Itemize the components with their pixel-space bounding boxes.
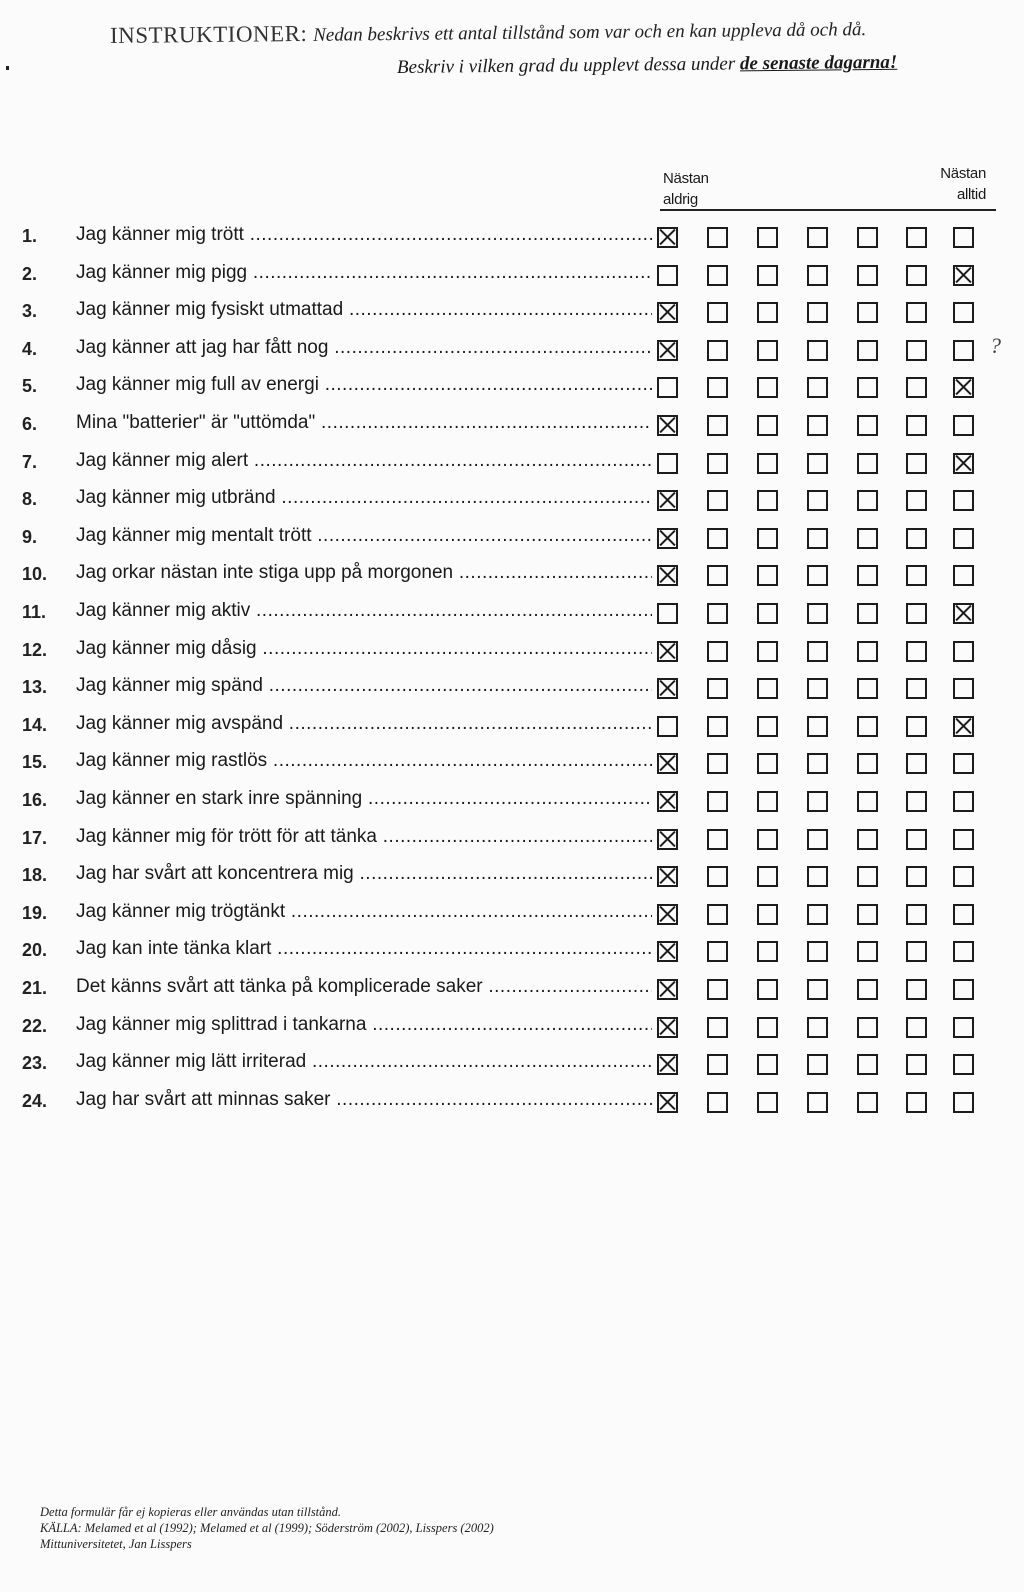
question-row bbox=[0, 784, 1024, 822]
rating-checkbox-2[interactable] bbox=[707, 415, 728, 436]
rating-checkbox-5[interactable] bbox=[857, 415, 878, 436]
rating-checkbox-7[interactable] bbox=[953, 302, 974, 323]
rating-checkbox-5[interactable] bbox=[857, 528, 878, 549]
rating-checkbox-7[interactable] bbox=[953, 1054, 974, 1075]
rating-checkbox-3[interactable] bbox=[757, 565, 778, 586]
rating-checkbox-2[interactable] bbox=[707, 302, 728, 323]
rating-checkbox-6[interactable] bbox=[906, 302, 927, 323]
rating-checkbox-5[interactable] bbox=[857, 227, 878, 248]
rating-checkbox-5[interactable] bbox=[857, 716, 878, 737]
rating-checkbox-6[interactable] bbox=[906, 528, 927, 549]
rating-checkbox-3[interactable] bbox=[757, 641, 778, 662]
rating-checkbox-5[interactable] bbox=[857, 377, 878, 398]
rating-checkbox-1[interactable] bbox=[657, 791, 678, 812]
rating-checkbox-6[interactable] bbox=[906, 678, 927, 699]
question-row bbox=[0, 370, 1024, 408]
question-text: Jag känner mig dåsig ..... bbox=[76, 638, 652, 660]
rating-checkbox-4[interactable] bbox=[807, 415, 828, 436]
question-number: 12. bbox=[22, 639, 48, 660]
rating-checkbox-6[interactable] bbox=[906, 904, 927, 925]
rating-checkbox-7[interactable] bbox=[953, 716, 974, 737]
rating-checkbox-6[interactable] bbox=[906, 1017, 927, 1038]
rating-checkbox-7[interactable] bbox=[953, 678, 974, 699]
scale-label-never-line1: Nästan bbox=[663, 170, 709, 187]
instructions-emphasis: de senaste dagarna! bbox=[739, 51, 898, 75]
rating-checkbox-4[interactable] bbox=[807, 753, 828, 774]
rating-checkbox-1[interactable] bbox=[657, 829, 678, 850]
rating-checkbox-2[interactable] bbox=[707, 377, 728, 398]
rating-checkbox-2[interactable] bbox=[707, 904, 728, 925]
rating-checkbox-5[interactable] bbox=[857, 941, 878, 962]
question-text: Jag känner mig för trött för att tänka ..... bbox=[76, 826, 652, 848]
question-text: Jag har svårt att minnas saker ..... bbox=[76, 1089, 652, 1111]
rating-checkbox-7[interactable] bbox=[953, 415, 974, 436]
rating-checkbox-1[interactable] bbox=[657, 528, 678, 549]
rating-checkbox-2[interactable] bbox=[707, 340, 728, 361]
rating-checkbox-7[interactable] bbox=[953, 603, 974, 624]
scale-rule bbox=[660, 209, 996, 211]
rating-checkbox-6[interactable] bbox=[906, 565, 927, 586]
question-number: 7. bbox=[22, 451, 38, 472]
question-row bbox=[0, 1010, 1024, 1048]
question-text: Jag känner mig trött ..... bbox=[76, 224, 652, 246]
rating-checkbox-3[interactable] bbox=[757, 1017, 778, 1038]
question-number: 21. bbox=[22, 978, 48, 998]
rating-checkbox-7[interactable] bbox=[953, 979, 974, 1000]
rating-checkbox-6[interactable] bbox=[906, 377, 927, 398]
rating-checkbox-1[interactable] bbox=[657, 753, 678, 774]
question-number: 3. bbox=[22, 301, 38, 322]
rating-checkbox-3[interactable] bbox=[757, 227, 778, 248]
rating-checkbox-4[interactable] bbox=[807, 340, 828, 361]
question-row bbox=[0, 521, 1024, 559]
rating-checkbox-4[interactable] bbox=[807, 265, 828, 286]
question-row bbox=[0, 596, 1024, 634]
rating-checkbox-6[interactable] bbox=[906, 829, 927, 850]
question-row bbox=[0, 333, 1024, 371]
question-text: Jag känner mig fysiskt utmattad ..... bbox=[76, 299, 652, 321]
rating-checkbox-3[interactable] bbox=[757, 791, 778, 812]
rating-checkbox-7[interactable] bbox=[953, 829, 974, 850]
rating-checkbox-7[interactable] bbox=[953, 791, 974, 812]
rating-checkbox-3[interactable] bbox=[757, 340, 778, 361]
rating-checkbox-6[interactable] bbox=[906, 1054, 927, 1075]
rating-checkbox-6[interactable] bbox=[906, 753, 927, 774]
question-number: 2. bbox=[22, 263, 38, 284]
rating-checkbox-1[interactable] bbox=[657, 302, 678, 323]
question-number: 13. bbox=[22, 677, 48, 698]
rating-checkbox-4[interactable] bbox=[807, 302, 828, 323]
rating-checkbox-1[interactable] bbox=[657, 866, 678, 887]
rating-checkbox-1[interactable] bbox=[657, 941, 678, 962]
rating-checkbox-2[interactable] bbox=[707, 941, 728, 962]
rating-checkbox-6[interactable] bbox=[906, 415, 927, 436]
rating-checkbox-7[interactable] bbox=[953, 641, 974, 662]
rating-checkbox-1[interactable] bbox=[657, 904, 678, 925]
rating-checkbox-6[interactable] bbox=[906, 979, 927, 1000]
handwritten-margin-note: ? bbox=[990, 333, 1001, 358]
rating-checkbox-2[interactable] bbox=[707, 453, 728, 474]
rating-checkbox-2[interactable] bbox=[707, 227, 728, 248]
question-row bbox=[0, 859, 1024, 897]
rating-checkbox-7[interactable] bbox=[953, 490, 974, 511]
rating-checkbox-2[interactable] bbox=[707, 1017, 728, 1038]
rating-checkbox-5[interactable] bbox=[857, 641, 878, 662]
rating-checkbox-7[interactable] bbox=[953, 753, 974, 774]
rating-checkbox-2[interactable] bbox=[707, 1092, 728, 1113]
question-row bbox=[0, 483, 1024, 521]
rating-checkbox-3[interactable] bbox=[757, 829, 778, 850]
rating-checkbox-2[interactable] bbox=[707, 490, 728, 511]
rating-checkbox-5[interactable] bbox=[857, 979, 878, 1000]
question-row bbox=[0, 408, 1024, 446]
rating-checkbox-4[interactable] bbox=[807, 941, 828, 962]
question-row bbox=[0, 671, 1024, 709]
scan-mark bbox=[6, 66, 9, 70]
footer bbox=[40, 1504, 494, 1552]
question-text: Det känns svårt att tänka på komplicerade saker ..... bbox=[76, 976, 652, 998]
question-text: Jag känner mig lätt irriterad ..... bbox=[76, 1051, 652, 1073]
question-row bbox=[0, 258, 1024, 296]
rating-checkbox-5[interactable] bbox=[857, 1092, 878, 1113]
footer-author: Mittuniversitetet, Jan Lisspers bbox=[40, 1537, 192, 1551]
rating-checkbox-5[interactable] bbox=[857, 265, 878, 286]
rating-checkbox-6[interactable] bbox=[906, 227, 927, 248]
rating-checkbox-4[interactable] bbox=[807, 979, 828, 1000]
question-text: Jag känner mig full av energi ..... bbox=[76, 374, 652, 396]
footer-source: KÄLLA: Melamed et al (1992); Melamed et al (1999); Söderström (2002), Lisspers (2002) bbox=[40, 1521, 494, 1535]
rating-checkbox-7[interactable] bbox=[953, 1017, 974, 1038]
rating-checkbox-6[interactable] bbox=[906, 603, 927, 624]
rating-checkbox-5[interactable] bbox=[857, 603, 878, 624]
scale-label-never-line2: aldrig bbox=[663, 191, 698, 208]
question-text: Jag känner mig avspänd ..... bbox=[76, 713, 652, 735]
rating-checkbox-7[interactable] bbox=[953, 1092, 974, 1113]
rating-checkbox-1[interactable] bbox=[657, 490, 678, 511]
rating-checkbox-3[interactable] bbox=[757, 265, 778, 286]
question-row bbox=[0, 972, 1024, 1010]
question-text: Jag känner en stark inre spänning ..... bbox=[76, 788, 652, 810]
rating-checkbox-7[interactable] bbox=[953, 565, 974, 586]
rating-checkbox-3[interactable] bbox=[757, 979, 778, 1000]
rating-checkbox-1[interactable] bbox=[657, 716, 678, 737]
rating-checkbox-4[interactable] bbox=[807, 1017, 828, 1038]
question-text: Jag känner mig aktiv ..... bbox=[76, 600, 652, 622]
rating-checkbox-5[interactable] bbox=[857, 791, 878, 812]
rating-checkbox-6[interactable] bbox=[906, 490, 927, 511]
rating-checkbox-6[interactable] bbox=[906, 453, 927, 474]
rating-checkbox-5[interactable] bbox=[857, 490, 878, 511]
question-text: Jag känner att jag har fått nog ..... bbox=[76, 337, 652, 359]
rating-checkbox-1[interactable] bbox=[657, 603, 678, 624]
rating-checkbox-5[interactable] bbox=[857, 678, 878, 699]
question-number: 15. bbox=[22, 752, 48, 773]
rating-checkbox-3[interactable] bbox=[757, 490, 778, 511]
question-number: 9. bbox=[22, 526, 38, 547]
rating-checkbox-1[interactable] bbox=[657, 1017, 678, 1038]
rating-checkbox-3[interactable] bbox=[757, 941, 778, 962]
rating-checkbox-2[interactable] bbox=[707, 829, 728, 850]
question-row bbox=[0, 295, 1024, 333]
question-text: Jag känner mig pigg ..... bbox=[76, 262, 652, 284]
question-number: 22. bbox=[22, 1015, 48, 1036]
question-number: 5. bbox=[22, 376, 38, 397]
rating-checkbox-4[interactable] bbox=[807, 829, 828, 850]
rating-checkbox-1[interactable] bbox=[657, 340, 678, 361]
rating-checkbox-2[interactable] bbox=[707, 565, 728, 586]
rating-checkbox-1[interactable] bbox=[657, 979, 678, 1000]
rating-checkbox-1[interactable] bbox=[657, 641, 678, 662]
rating-checkbox-7[interactable] bbox=[953, 866, 974, 887]
rating-checkbox-4[interactable] bbox=[807, 528, 828, 549]
question-text: Jag känner mig rastlös ..... bbox=[76, 750, 652, 772]
rating-checkbox-7[interactable] bbox=[953, 904, 974, 925]
question-row bbox=[0, 746, 1024, 784]
question-number: 11. bbox=[22, 602, 47, 622]
rating-checkbox-2[interactable] bbox=[707, 641, 728, 662]
question-text: Jag känner mig spänd ..... bbox=[76, 675, 652, 697]
rating-checkbox-4[interactable] bbox=[807, 377, 828, 398]
rating-checkbox-5[interactable] bbox=[857, 1054, 878, 1075]
scale-label-always bbox=[940, 163, 986, 205]
question-row bbox=[0, 634, 1024, 672]
rating-checkbox-1[interactable] bbox=[657, 227, 678, 248]
rating-checkbox-6[interactable] bbox=[906, 716, 927, 737]
rating-checkbox-3[interactable] bbox=[757, 603, 778, 624]
rating-checkbox-7[interactable] bbox=[953, 941, 974, 962]
rating-checkbox-3[interactable] bbox=[757, 866, 778, 887]
question-text: Jag orkar nästan inte stiga upp på morgonen ..... bbox=[76, 562, 652, 584]
rating-checkbox-4[interactable] bbox=[807, 791, 828, 812]
question-row bbox=[0, 934, 1024, 972]
question-text: Jag känner mig utbränd ..... bbox=[76, 487, 652, 509]
question-number: 10. bbox=[22, 564, 48, 585]
question-number: 24. bbox=[22, 1090, 48, 1111]
rating-checkbox-3[interactable] bbox=[757, 904, 778, 925]
rating-checkbox-7[interactable] bbox=[953, 227, 974, 248]
rating-checkbox-6[interactable] bbox=[906, 265, 927, 286]
rating-checkbox-5[interactable] bbox=[857, 453, 878, 474]
rating-checkbox-5[interactable] bbox=[857, 1017, 878, 1038]
rating-checkbox-3[interactable] bbox=[757, 528, 778, 549]
question-number: 1. bbox=[22, 226, 38, 246]
rating-checkbox-2[interactable] bbox=[707, 791, 728, 812]
rating-checkbox-5[interactable] bbox=[857, 340, 878, 361]
question-text: Jag känner mig trögtänkt ..... bbox=[76, 901, 652, 923]
rating-checkbox-4[interactable] bbox=[807, 904, 828, 925]
rating-checkbox-2[interactable] bbox=[707, 716, 728, 737]
rating-checkbox-7[interactable] bbox=[953, 377, 974, 398]
rating-checkbox-4[interactable] bbox=[807, 1092, 828, 1113]
question-row bbox=[0, 446, 1024, 484]
question-row bbox=[0, 822, 1024, 860]
rating-checkbox-5[interactable] bbox=[857, 904, 878, 925]
instructions-lead: Beskriv i vilken grad du upplevt dessa under bbox=[396, 53, 736, 78]
rating-checkbox-4[interactable] bbox=[807, 1054, 828, 1075]
scale-label-never bbox=[663, 168, 709, 210]
rating-checkbox-7[interactable] bbox=[953, 340, 974, 361]
rating-checkbox-2[interactable] bbox=[707, 603, 728, 624]
rating-checkbox-7[interactable] bbox=[953, 453, 974, 474]
rating-checkbox-3[interactable] bbox=[757, 1054, 778, 1075]
instructions-label: INSTRUKTIONER: bbox=[109, 20, 308, 48]
rating-checkbox-3[interactable] bbox=[757, 753, 778, 774]
rating-checkbox-7[interactable] bbox=[953, 528, 974, 549]
question-number: 4. bbox=[22, 338, 38, 359]
rating-checkbox-5[interactable] bbox=[857, 866, 878, 887]
rating-checkbox-2[interactable] bbox=[707, 678, 728, 699]
rating-checkbox-1[interactable] bbox=[657, 678, 678, 699]
question-row bbox=[0, 897, 1024, 935]
question-number: 19. bbox=[22, 902, 48, 923]
rating-checkbox-3[interactable] bbox=[757, 377, 778, 398]
rating-checkbox-3[interactable] bbox=[757, 415, 778, 436]
rating-checkbox-6[interactable] bbox=[906, 1092, 927, 1113]
rating-checkbox-2[interactable] bbox=[707, 528, 728, 549]
footer-copyright: Detta formulär får ej kopieras eller användas utan tillstånd. bbox=[40, 1505, 342, 1519]
rating-checkbox-7[interactable] bbox=[953, 265, 974, 286]
instructions-line-1 bbox=[110, 16, 866, 47]
question-text: Jag kan inte tänka klart ..... bbox=[76, 938, 652, 960]
rating-checkbox-6[interactable] bbox=[906, 791, 927, 812]
rating-checkbox-3[interactable] bbox=[757, 678, 778, 699]
question-row bbox=[0, 1085, 1024, 1123]
question-number: 14. bbox=[22, 714, 48, 735]
question-number: 17. bbox=[22, 827, 48, 848]
question-row bbox=[0, 220, 1024, 258]
rating-checkbox-4[interactable] bbox=[807, 866, 828, 887]
rating-checkbox-2[interactable] bbox=[707, 265, 728, 286]
rating-checkbox-5[interactable] bbox=[857, 565, 878, 586]
rating-checkbox-4[interactable] bbox=[807, 603, 828, 624]
rating-checkbox-1[interactable] bbox=[657, 565, 678, 586]
rating-checkbox-1[interactable] bbox=[657, 265, 678, 286]
rating-checkbox-4[interactable] bbox=[807, 453, 828, 474]
question-number: 6. bbox=[22, 414, 38, 434]
question-text: Jag känner mig splittrad i tankarna ..... bbox=[76, 1014, 652, 1036]
rating-checkbox-6[interactable] bbox=[906, 340, 927, 361]
rating-checkbox-5[interactable] bbox=[857, 829, 878, 850]
rating-checkbox-3[interactable] bbox=[757, 1092, 778, 1113]
rating-checkbox-1[interactable] bbox=[657, 453, 678, 474]
rating-checkbox-2[interactable] bbox=[707, 1054, 728, 1075]
rating-checkbox-1[interactable] bbox=[657, 377, 678, 398]
question-text: Jag har svårt att koncentrera mig ..... bbox=[76, 863, 652, 885]
rating-checkbox-6[interactable] bbox=[906, 941, 927, 962]
instructions-intro: Nedan beskrivs ett antal tillstånd som var och en kan uppleva då och då. bbox=[313, 19, 867, 46]
rating-checkbox-1[interactable] bbox=[657, 1092, 678, 1113]
rating-checkbox-4[interactable] bbox=[807, 490, 828, 511]
rating-checkbox-4[interactable] bbox=[807, 227, 828, 248]
rating-checkbox-4[interactable] bbox=[807, 716, 828, 737]
question-text: Jag känner mig mentalt trött ..... bbox=[76, 525, 652, 547]
scale-label-always-line1: Nästan bbox=[940, 165, 986, 182]
rating-checkbox-1[interactable] bbox=[657, 1054, 678, 1075]
rating-checkbox-3[interactable] bbox=[757, 716, 778, 737]
rating-checkbox-2[interactable] bbox=[707, 979, 728, 1000]
rating-checkbox-2[interactable] bbox=[707, 866, 728, 887]
question-text: Jag känner mig alert ..... bbox=[76, 450, 652, 472]
rating-checkbox-3[interactable] bbox=[757, 453, 778, 474]
rating-checkbox-3[interactable] bbox=[757, 302, 778, 323]
question-number: 18. bbox=[22, 865, 48, 886]
question-row bbox=[0, 709, 1024, 747]
rating-checkbox-5[interactable] bbox=[857, 753, 878, 774]
question-number: 20. bbox=[22, 940, 48, 961]
rating-checkbox-4[interactable] bbox=[807, 678, 828, 699]
instructions-line-2 bbox=[397, 53, 897, 77]
rating-checkbox-1[interactable] bbox=[657, 415, 678, 436]
question-number: 23. bbox=[22, 1053, 48, 1074]
question-row bbox=[0, 1047, 1024, 1085]
rating-checkbox-4[interactable] bbox=[807, 641, 828, 662]
question-number: 8. bbox=[22, 489, 38, 510]
rating-checkbox-5[interactable] bbox=[857, 302, 878, 323]
question-text: Mina "batterier" är "uttömda" ..... bbox=[76, 412, 652, 434]
rating-checkbox-4[interactable] bbox=[807, 565, 828, 586]
scale-label-always-line2: alltid bbox=[956, 186, 986, 203]
rating-checkbox-6[interactable] bbox=[906, 641, 927, 662]
question-number: 16. bbox=[22, 790, 48, 810]
question-row bbox=[0, 558, 1024, 596]
rating-checkbox-6[interactable] bbox=[906, 866, 927, 887]
rating-checkbox-2[interactable] bbox=[707, 753, 728, 774]
